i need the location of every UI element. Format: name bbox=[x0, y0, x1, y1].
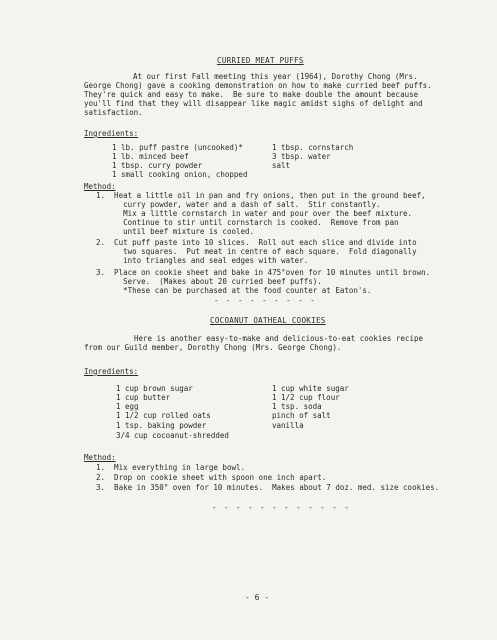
method-line: Continue to stir until cornstarch is cooked. Remove from pan bbox=[96, 218, 399, 227]
method-line: until beef mixture is cooled. bbox=[96, 227, 255, 236]
recipe2-intro-line: from our Guild member, Dorothy Chong (Mrs. George Chong). bbox=[84, 343, 342, 352]
ingredient-item: 1 tsp. soda bbox=[272, 402, 322, 411]
ingredient-item: 1 tbsp. cornstarch bbox=[272, 143, 354, 152]
method-line: 2. Cut puff paste into 10 slices. Roll out each slice and divide into bbox=[96, 238, 417, 247]
recipe2-title: COCOANUT OATHEAL COOKIES bbox=[210, 316, 326, 325]
ingredient-item: 1 1/2 cup flour bbox=[272, 393, 340, 402]
method-line: 1. Heat a little oil in pan and fry onions, then put in the ground beef, bbox=[96, 191, 426, 200]
ingredient-item: 3/4 cup cocoanut-shredded bbox=[116, 431, 229, 440]
ingredient-item: vanilla bbox=[272, 421, 304, 430]
ingredient-item: salt bbox=[272, 161, 291, 170]
method-line: Serve. (Makes about 20 curried beef puffs). bbox=[96, 277, 322, 286]
ingredient-item: 1 cup butter bbox=[116, 393, 171, 402]
ingredient-item: 1 lb. puff pastre (uncooked)* bbox=[112, 143, 243, 152]
recipe1-intro-line: They're quick and easy to make. Be sure to make double the amount because bbox=[84, 90, 419, 99]
recipe2-ingredients-heading: Ingredients: bbox=[84, 367, 139, 376]
method-line: 3. Place on cookie sheet and bake in 475°oven for 10 minutes until brown. bbox=[96, 268, 431, 277]
method-line: curry powder, water and a dash of salt. Stir constantly. bbox=[96, 200, 381, 209]
page-number: - 6 - bbox=[245, 593, 270, 602]
method-line: 3. Bake in 350° oven for 10 minutes. Makes about 7 doz. med. size cookies. bbox=[96, 483, 440, 492]
method-line: Mix a little cornstarch in water and pour over the beef mixture. bbox=[96, 209, 413, 218]
recipe1-intro-line: George Chong) gave a cooking demonstration on how to make curried beef puffs. bbox=[84, 81, 432, 90]
method-line: two squares. Put meat in centre of each square. Fold diagonally bbox=[96, 247, 417, 256]
ingredient-item: 1 cup white sugar bbox=[272, 384, 349, 393]
ingredient-item: 1 egg bbox=[116, 402, 139, 411]
recipe1-ingredients-heading: Ingredients: bbox=[84, 129, 139, 138]
ingredient-item: 1 cup brown sugar bbox=[116, 384, 193, 393]
recipe1-intro-line: you'll find that they will disappear like magic amidst sighs of delight and bbox=[84, 99, 423, 108]
method-line: 1. Mix everything in large bowl. bbox=[96, 463, 246, 472]
ingredient-item: 1 lb. minced beef bbox=[112, 152, 189, 161]
ingredient-item: 1 small cooking onion, chopped bbox=[112, 170, 248, 179]
method-line: *These can be purchased at the food counter at Eaton's. bbox=[96, 286, 372, 295]
ingredient-item: 1 1/2 cup rolled oats bbox=[116, 411, 211, 420]
recipe1-title: CURRIED MEAT PUFFS bbox=[217, 56, 304, 65]
recipe2-method-heading: Method: bbox=[84, 453, 116, 462]
recipe1-intro-line: At our first Fall meeting this year (1964), Dorothy Chong (Mrs. bbox=[133, 72, 418, 81]
separator: - - - - - - - - - bbox=[214, 296, 317, 305]
ingredient-item: 1 tsp. baking powder bbox=[116, 421, 207, 430]
ingredient-item: 3 tbsp. water bbox=[272, 152, 331, 161]
method-line: into triangles and seal edges with water. bbox=[96, 256, 309, 265]
method-line: 2. Drop on cookie sheet with spoon one inch apart. bbox=[96, 473, 327, 482]
separator: - - - - - - - - - - - - bbox=[212, 503, 351, 512]
recipe1-intro-line: satisfaction. bbox=[84, 108, 143, 117]
recipe1-method-heading: Method: bbox=[84, 182, 116, 191]
ingredient-item: 1 tbsp. curry powder bbox=[112, 161, 203, 170]
ingredient-item: pinch of salt bbox=[272, 411, 331, 420]
recipe2-intro-line: Here is another easy-to-make and delicious-to-eat cookies recipe bbox=[134, 334, 423, 343]
